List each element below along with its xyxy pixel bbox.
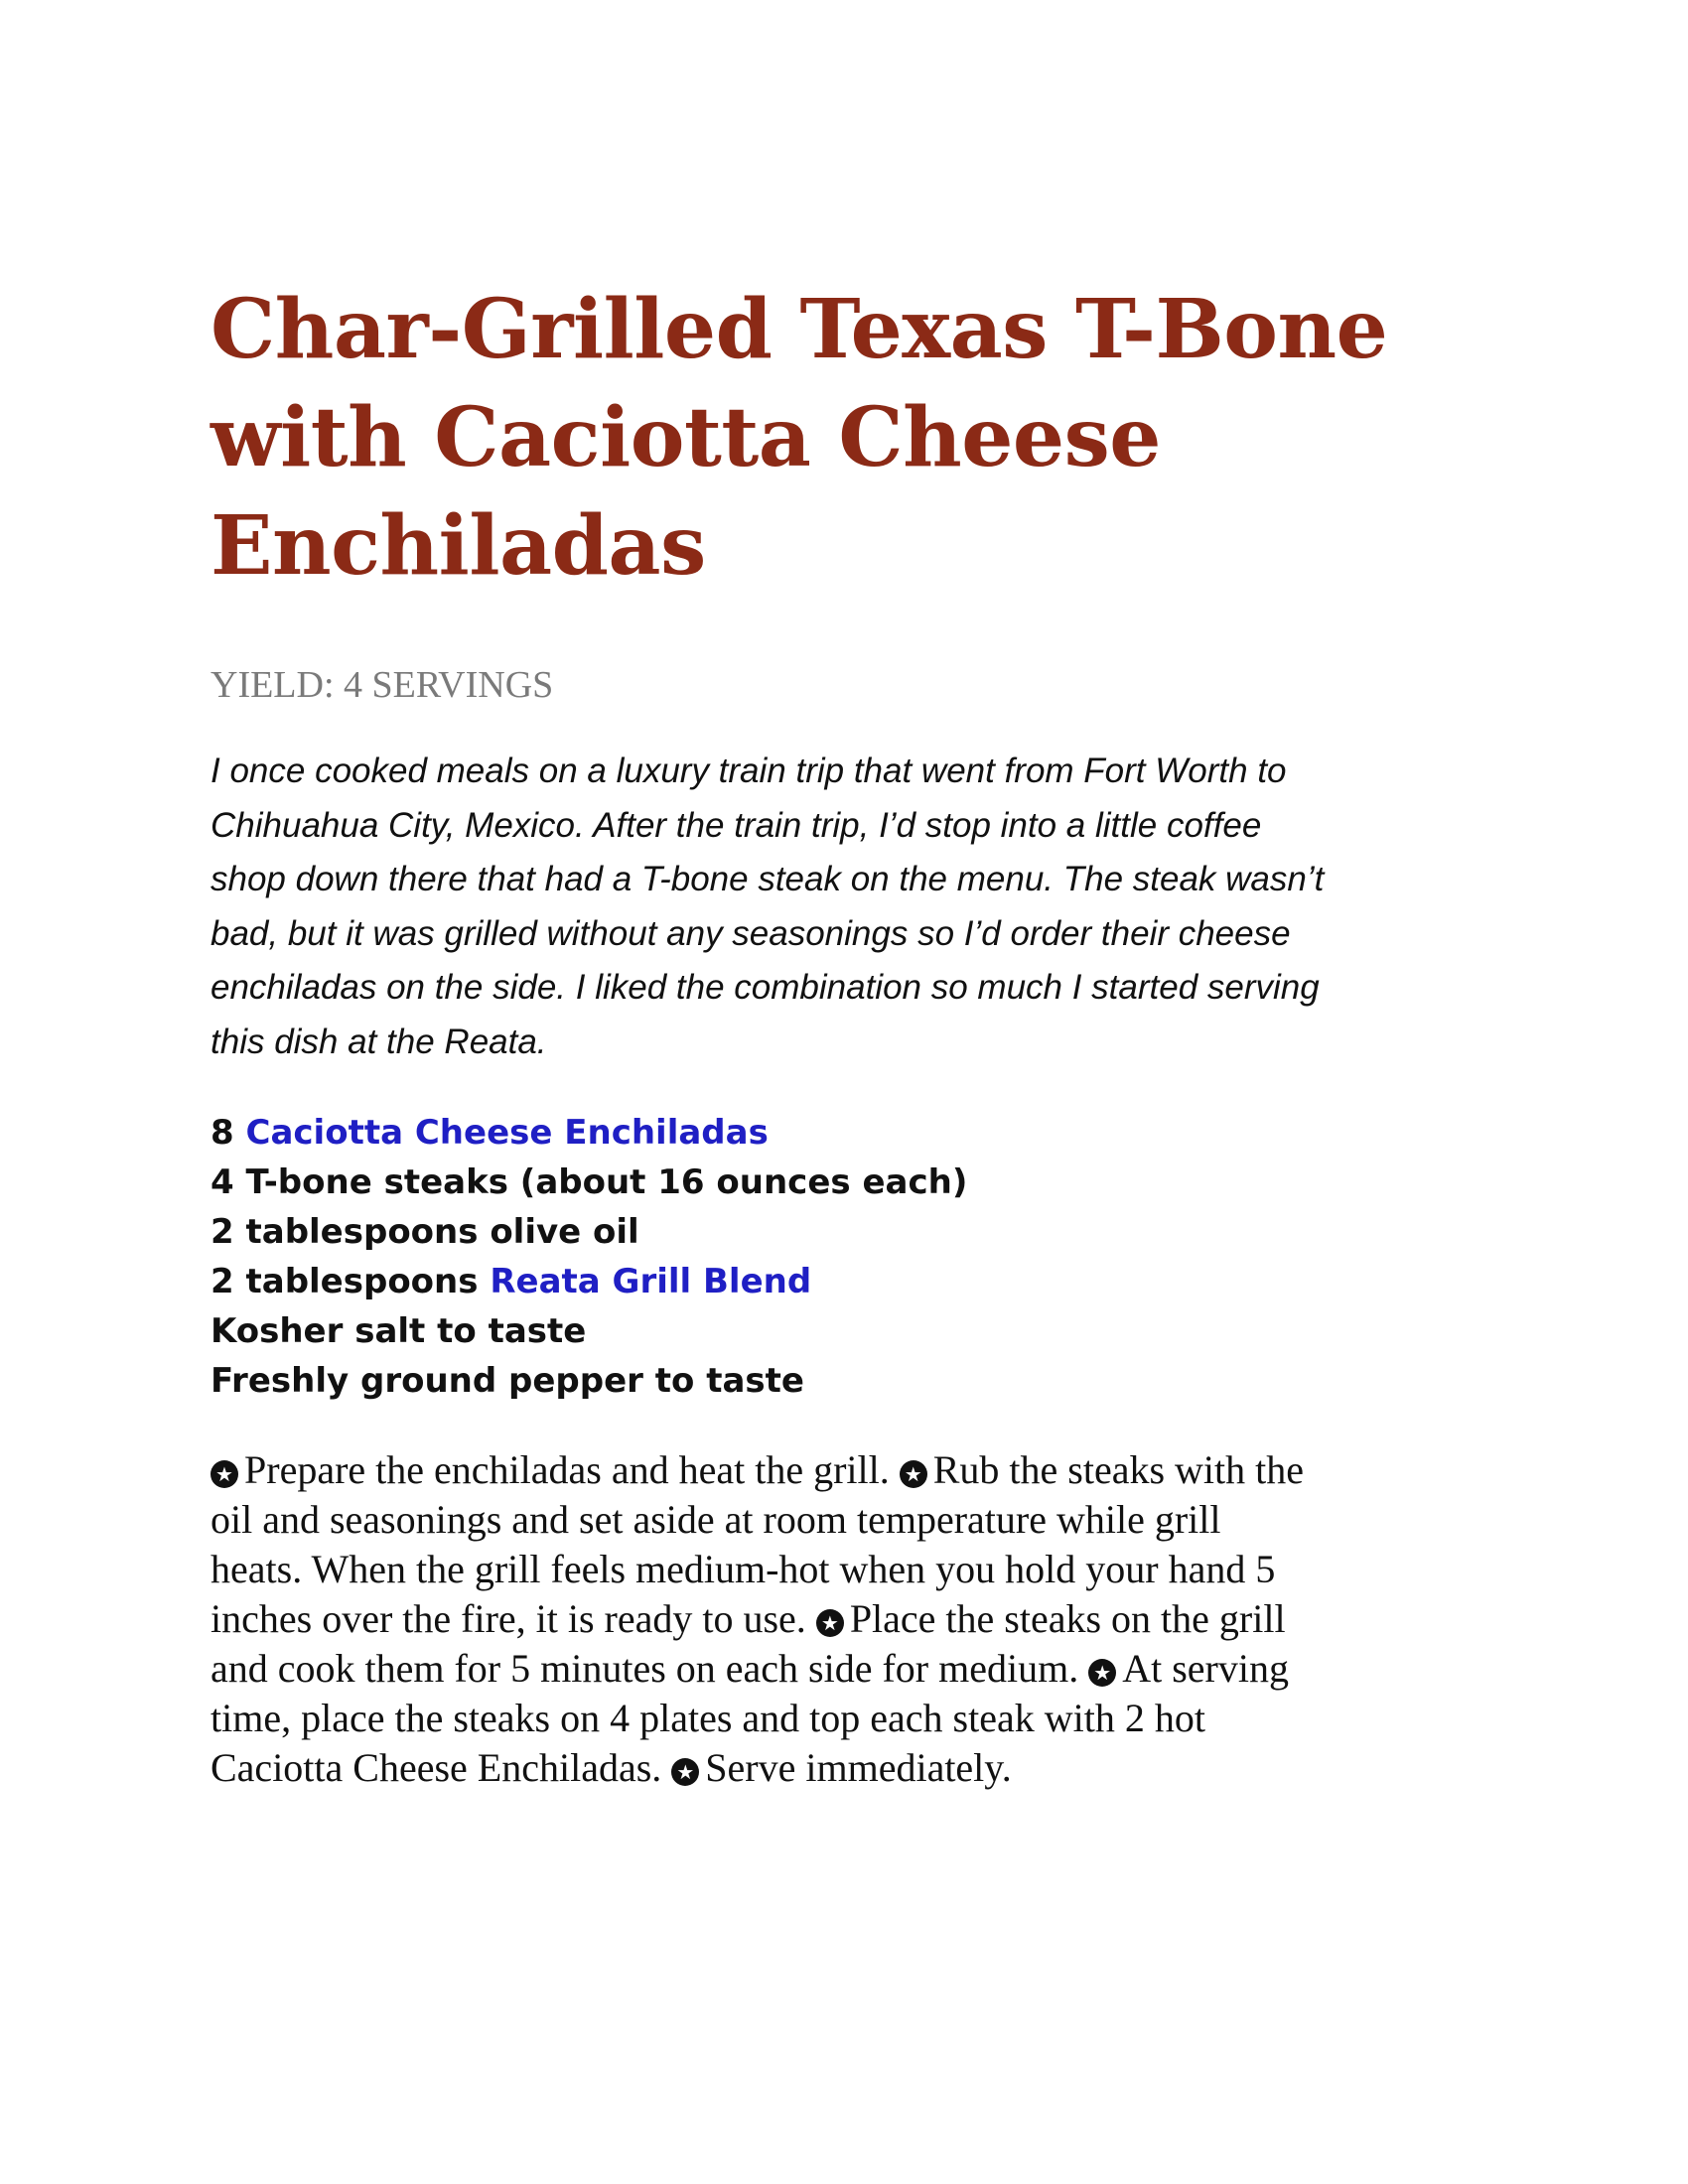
ingredient-text: Kosher salt to taste: [211, 1311, 587, 1351]
title-line: Enchiladas: [211, 498, 706, 594]
star-in-circle-icon: [211, 1460, 238, 1488]
star-in-circle-icon: [816, 1609, 844, 1637]
instruction-text: Serve immediately.: [705, 1745, 1012, 1790]
ingredient-text: Freshly ground pepper to taste: [211, 1361, 804, 1401]
ingredient-item: [211, 1108, 1501, 1158]
ingredient-item: [211, 1158, 1501, 1207]
intro-paragraph: [211, 745, 1501, 1069]
intro-line: Chihuahua City, Mexico. After the train trip, I’d stop into a little coffee: [211, 805, 1262, 845]
ingredient-quantity: 8: [211, 1113, 246, 1153]
instruction-line: [211, 1743, 1501, 1793]
instruction-text: inches over the fire, it is ready to use.: [211, 1596, 816, 1641]
caciotta-enchiladas-link[interactable]: Caciotta Cheese Enchiladas: [245, 1113, 769, 1153]
intro-line: shop down there that had a T-bone steak on the menu. The steak wasn’t: [211, 860, 1325, 898]
intro-line: I once cooked meals on a luxury train trip that went from Fort Worth to: [211, 751, 1287, 790]
ingredient-item: [211, 1207, 1501, 1257]
instruction-line: [211, 1594, 1501, 1644]
instruction-line: time, place the steaks on 4 plates and top each steak with 2 hot: [211, 1696, 1205, 1740]
recipe-title: [211, 276, 1501, 601]
instruction-line: [211, 1445, 1501, 1495]
star-in-circle-icon: [671, 1758, 699, 1786]
ingredient-quantity: 2 tablespoons: [211, 1262, 491, 1301]
ingredient-item: [211, 1257, 1501, 1306]
intro-line: bad, but it was grilled without any seasonings so I’d order their cheese: [211, 913, 1291, 953]
instruction-text: Rub the steaks with the: [932, 1447, 1305, 1492]
instruction-line: [211, 1644, 1501, 1694]
ingredient-text: 4 T-bone steaks (about 16 ounces each): [211, 1162, 968, 1202]
ingredient-list: [211, 1108, 1501, 1406]
title-line: with Caciotta Cheese: [211, 390, 1161, 485]
reata-grill-blend-link[interactable]: Reata Grill Blend: [490, 1262, 812, 1301]
instruction-text: and cook them for 5 minutes on each side for medium.: [211, 1646, 1089, 1691]
ingredient-item: [211, 1356, 1501, 1406]
instruction-line: heats. When the grill feels medium-hot when you hold your hand 5: [211, 1547, 1276, 1591]
star-in-circle-icon: [900, 1460, 927, 1488]
ingredient-text: 2 tablespoons olive oil: [211, 1212, 639, 1252]
intro-line: this dish at the Reata.: [211, 1022, 547, 1061]
instructions-paragraph: [211, 1445, 1501, 1793]
instruction-text: Caciotta Cheese Enchiladas.: [211, 1745, 672, 1790]
instruction-line: oil and seasonings and set aside at room temperature while grill: [211, 1497, 1221, 1542]
instruction-text: Prepare the enchiladas and heat the grill.: [244, 1447, 900, 1492]
instruction-text: Place the steaks on the grill: [849, 1596, 1286, 1641]
title-line: Char-Grilled Texas T-Bone: [211, 282, 1388, 377]
ingredient-item: [211, 1306, 1501, 1356]
yield-label: YIELD: 4 SERVINGS: [211, 664, 554, 706]
instruction-text: At serving: [1122, 1646, 1289, 1691]
intro-line: enchiladas on the side. I liked the combination so much I started serving: [211, 968, 1320, 1007]
star-in-circle-icon: [1088, 1659, 1116, 1687]
